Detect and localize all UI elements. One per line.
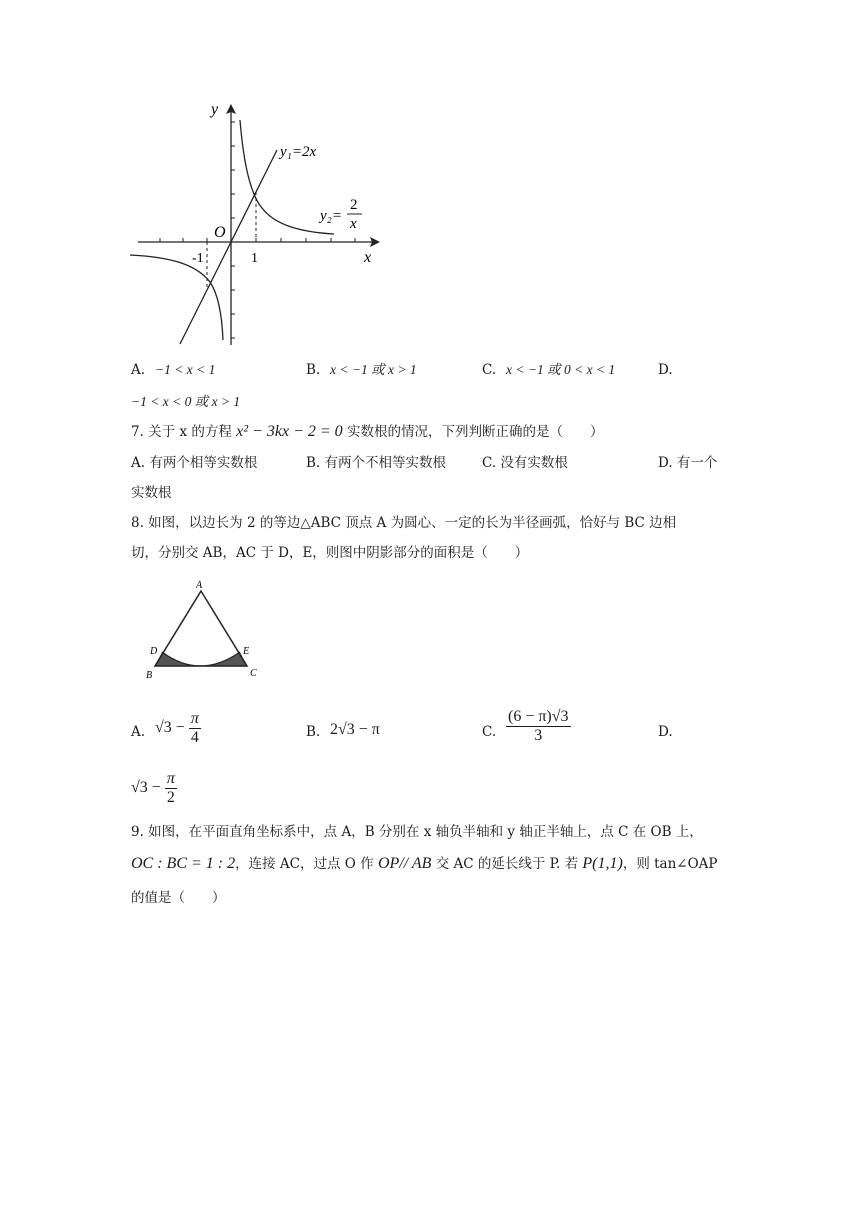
q6-option-a-text: −1 < x < 1 (155, 362, 216, 377)
q6-option-d-label: D. (658, 362, 673, 378)
q6-option-b-label: B. (306, 362, 321, 378)
q9-parallel: OP// AB (377, 855, 432, 872)
q8-a-numerator: π (190, 710, 199, 727)
tick-label-neg1: -1 (192, 251, 204, 266)
q8-stem-line1: 8. 如图，以边长为 2 的等边△ABC 顶点 A 为圆心、一定的长为半径画弧，恰好与 BC 边相 (131, 515, 677, 531)
y2-label: y₂= (320, 208, 342, 224)
x-axis-label: x (364, 249, 372, 266)
q8-c-denominator: 3 (534, 727, 543, 744)
q8-d-minus: − (151, 779, 161, 797)
line-y1 (180, 150, 277, 344)
q8-a-denominator: 4 (190, 729, 199, 746)
q7-stem-prefix: 7. 关于 x 的方程 (131, 424, 237, 440)
q6-option-b-text: x < −1 或 x > 1 (330, 362, 417, 377)
q8-d-numerator: π (166, 770, 175, 787)
fig-label-d: D (150, 646, 158, 657)
origin-label: O (214, 224, 226, 241)
q6-option-d-text: −1 < x < 0 或 x > 1 (131, 394, 241, 409)
q7-option-d-cont: 实数根 (131, 485, 172, 501)
q9-line2-end: ，则 tan∠OAP (622, 856, 718, 872)
q8-option-c-label: C. (482, 724, 497, 740)
fig-label-e: E (243, 646, 250, 657)
q8-option-b-expr: 2√3 − π (330, 721, 380, 738)
q7-equation: x² − 3kx − 2 = 0 (236, 423, 343, 440)
y2-denominator: x (350, 216, 357, 232)
q8-c-numerator: (6 − π)√3 (508, 708, 569, 725)
q6-option-c-label: C. (482, 362, 497, 378)
function-graph (120, 95, 390, 350)
fig-label-a: A (196, 580, 203, 591)
q8-option-a-label: A. (131, 724, 146, 740)
q8-option-a-expr (155, 710, 201, 747)
q9-line2 (131, 854, 718, 874)
triangle-figure (140, 574, 270, 682)
q6-option-a-label: A. (131, 362, 146, 378)
q9-line1: 9. 如图，在平面直角坐标系中，点 A，B 分别在 x 轴负半轴和 y 轴正半轴上，点 C 在 OB 上， (131, 824, 703, 840)
hyperbola-branch-3 (130, 255, 223, 340)
q8-a-minus: − (175, 719, 185, 737)
q9-line2-mid2: 交 AC 的延长线于 P. 若 (431, 856, 583, 872)
q7-stem-suffix: 实数根的情况，下列判断正确的是（ ） (342, 424, 604, 440)
q8-stem-line2: 切，分别交 AB，AC 于 D，E，则图中阴影部分的面积是（ ） (131, 545, 529, 561)
q8-d-fraction (165, 770, 177, 807)
q9-line2-mid: ，连接 AC，过点 O 作 (235, 856, 378, 872)
fig-label-c: C (250, 668, 257, 679)
triangle-abc (155, 591, 250, 666)
q7-option-c: C. 没有实数根 (482, 455, 568, 471)
y2-numerator: 2 (350, 197, 358, 213)
q7-option-a: A. 有两个相等实数根 (131, 455, 258, 471)
q8-c-fraction (506, 708, 571, 745)
q8-option-b-label: B. (306, 724, 321, 740)
q7-option-d: D. 有一个 (658, 455, 718, 471)
q8-option-d-label: D. (658, 724, 673, 740)
q8-option-d-expr (131, 770, 177, 807)
y-axis-label: y (211, 101, 219, 118)
q9-point: P(1,1) (582, 855, 623, 872)
q7-stem (131, 422, 603, 442)
y1-label: y₁=2x (280, 144, 317, 160)
q8-option-c-expr (506, 708, 571, 745)
q8-a-fraction (189, 710, 201, 747)
q9-ratio: OC : BC = 1 : 2 (131, 855, 236, 872)
q7-option-b: B. 有两个不相等实数根 (306, 455, 447, 471)
q8-a-root: √3 (155, 719, 172, 737)
fig-label-b: B (146, 670, 153, 681)
q8-d-denominator: 2 (166, 789, 175, 806)
q9-line3: 的值是（ ） (131, 890, 226, 906)
q6-option-c-text: x < −1 或 0 < x < 1 (506, 362, 616, 377)
q8-d-root: √3 (131, 779, 148, 797)
tick-label-1: 1 (251, 251, 258, 266)
